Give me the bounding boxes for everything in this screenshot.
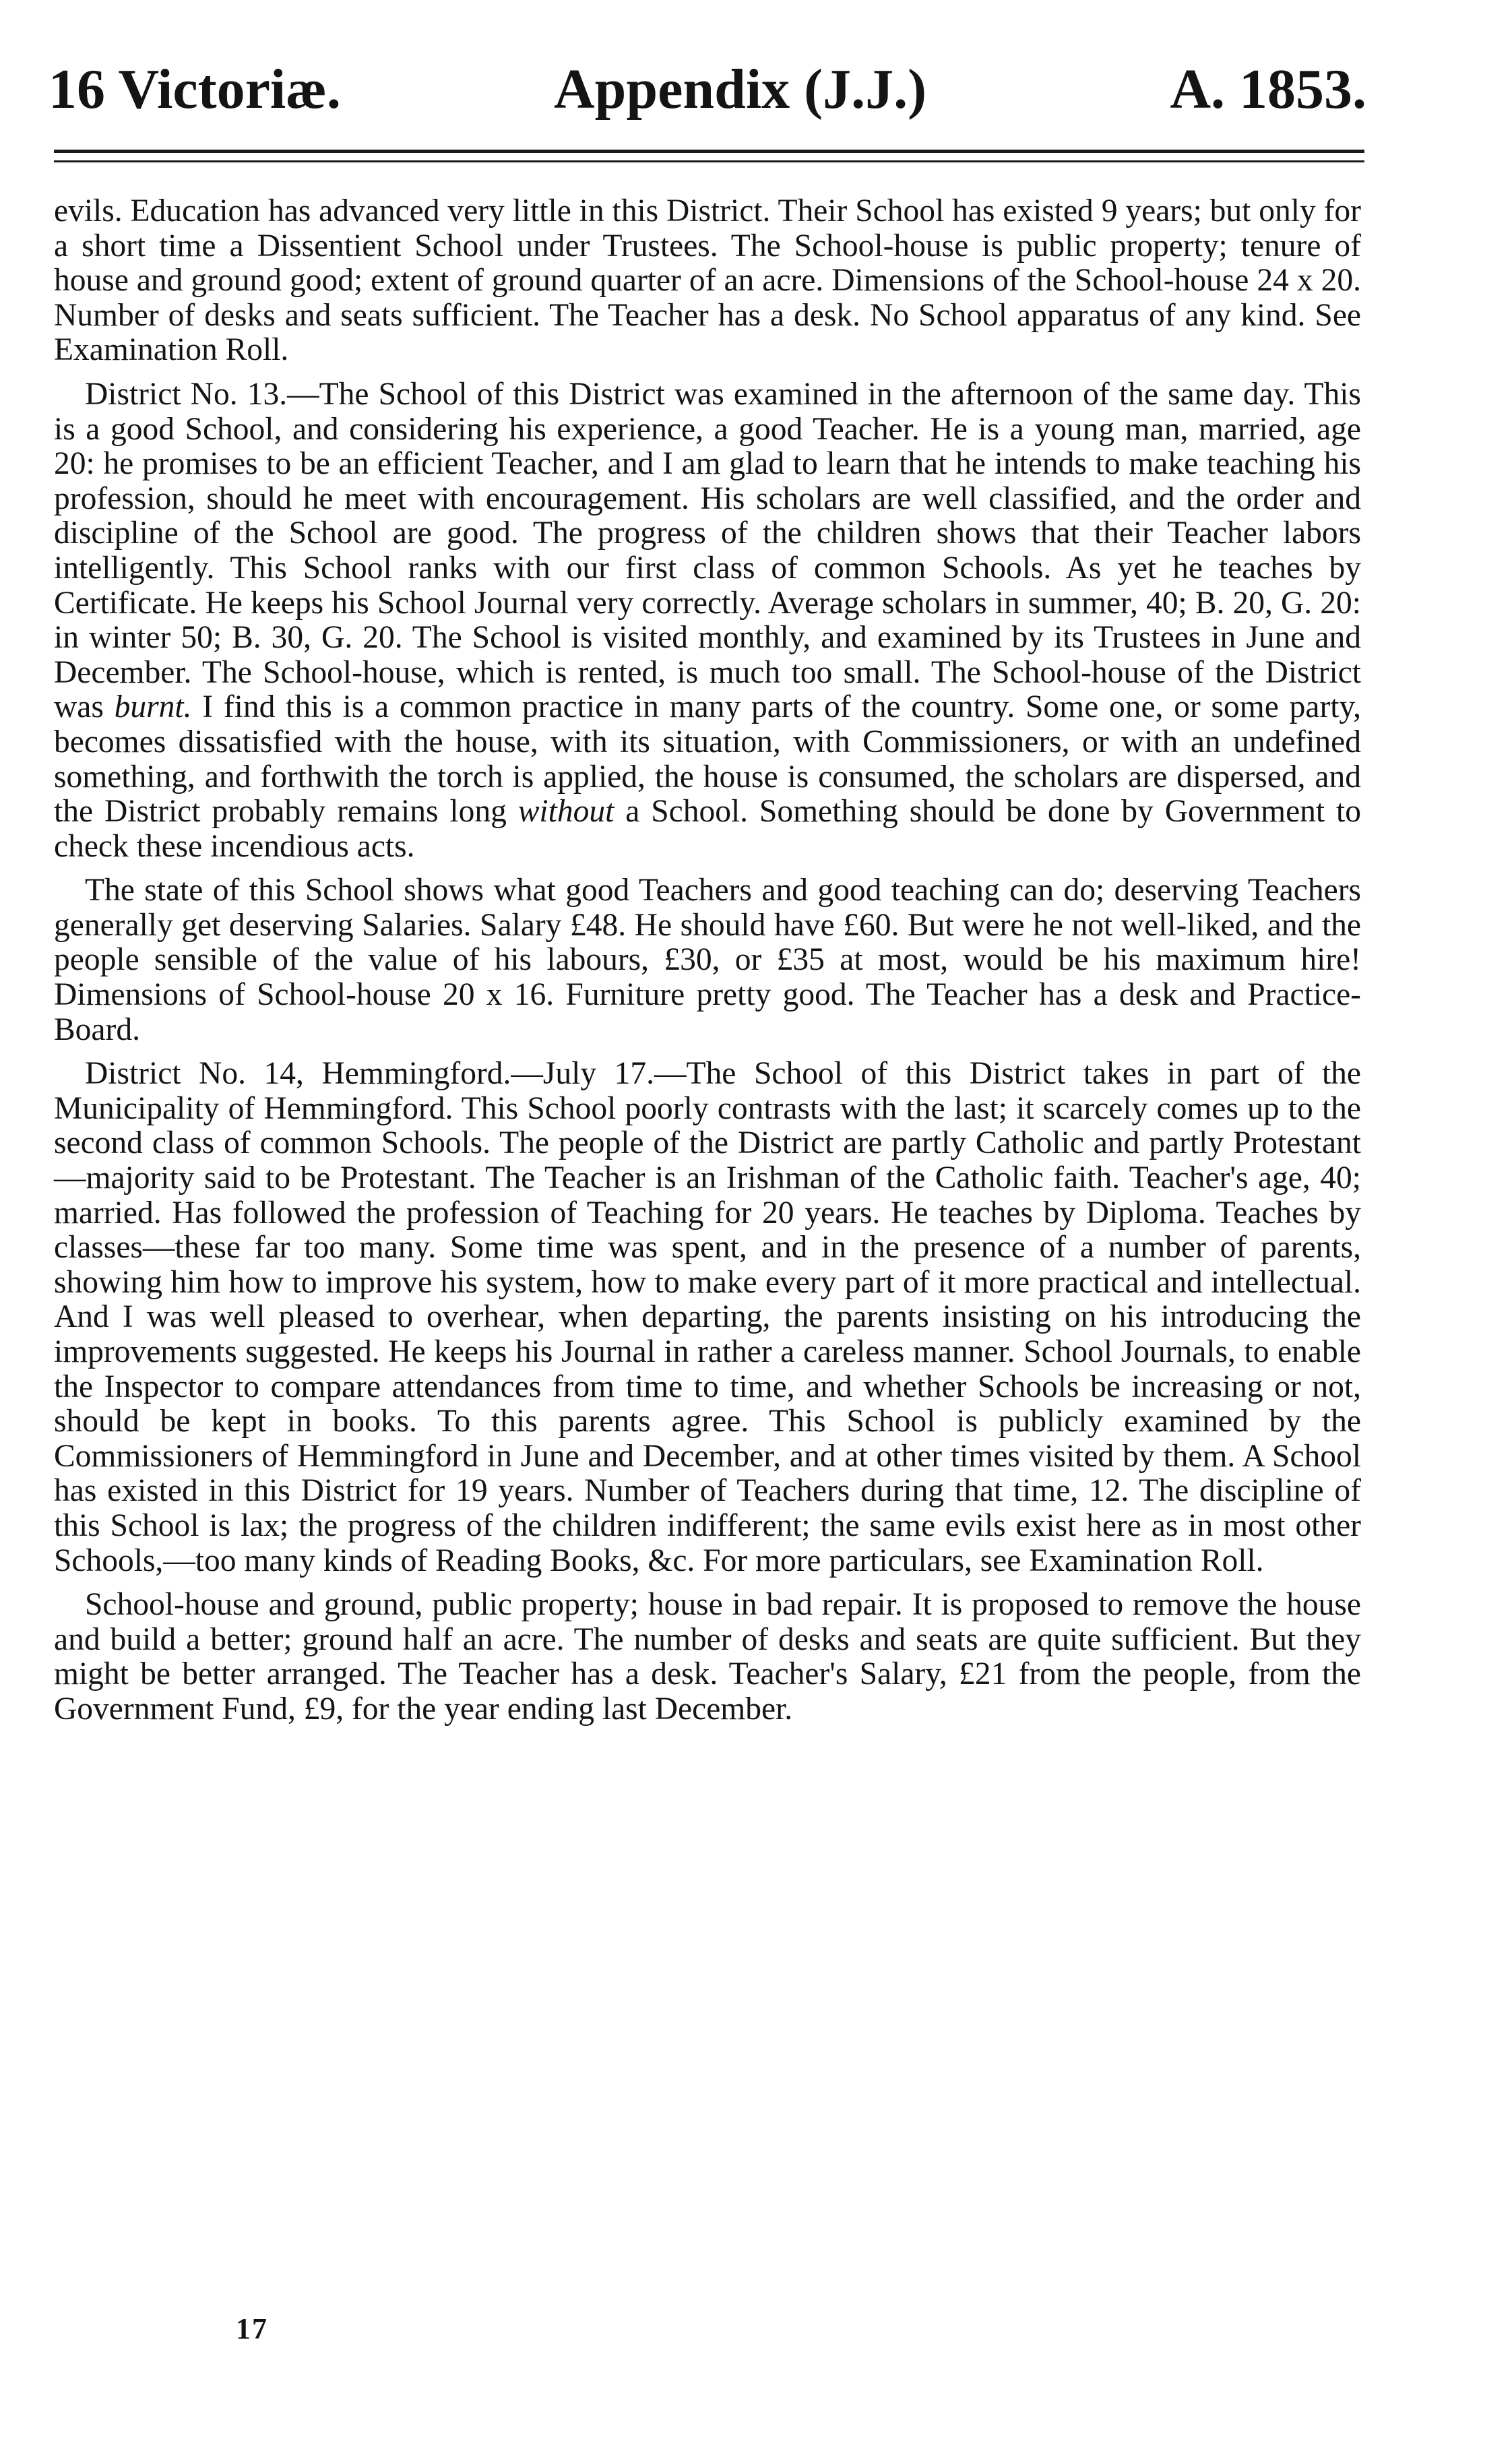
text-run: School-house and ground, public property; house in bad repair. It is proposed to remove the house and build a better; ground half an acre. The number of desks and seats are quite sufficient. But they might be better arranged. The Teacher has a desk. Teacher's Salary, £21 from the people, from the Government Fund, £9, for the year ending last December. (54, 1587, 1361, 1727)
italic-text: without (517, 794, 615, 830)
text-run: District No. 13.—The School of this District was examined in the afternoon of the same day. This is a good School, and considering his experience, a good Teacher. He is a young man, married, age 20: he promises to be an efficient Teacher, and I am glad to learn that he intends to make teaching his profession, should he meet with encouragement. His scholars are well classified, and the order and discipline of the School are good. The progress of the children shows that their Teacher labors intelligently. This School ranks with our first class of common Schools. As yet he teaches by Certificate. He keeps his School Journal very correctly. Average scholars in summer, 40; B. 20, G. 20: in winter 50; B. 30, G. 20. The School is visited monthly, and examined by its Trustees in June and December. The School-house, which is rented, is much too small. The School-house of the District was (54, 376, 1361, 725)
running-header (0, 53, 1512, 140)
header-rule-thin (54, 160, 1364, 162)
header-year: A. 1853. (1170, 58, 1366, 121)
text-run: I find this is a common practice in many parts of the country. Some one, or some party, becomes dissatisfied with the house, with its situation, with Commissioners, or with an undefined something, and forthwith the torch is applied, the house is consumed, the scholars are dispersed, and the District probably remains long (54, 689, 1361, 830)
header-rule-thick (54, 150, 1364, 153)
body-text (54, 194, 1361, 1727)
header-regnal-year: 16 Victoriæ. (49, 58, 341, 121)
paragraph (54, 377, 1361, 864)
text-run: a School. Something should be done by Government to check these incendious acts. (54, 794, 1361, 864)
header-appendix-title: Appendix (J.J.) (554, 58, 927, 121)
paragraph (54, 194, 1361, 368)
text-run: District No. 14, Hemmingford.—July 17.—The School of this District takes in part of the Municipality of Hemmingford. This School poorly contrasts with the last; it scarcely comes up to the second class of common Schools. The people of the District are partly Catholic and partly Protestant—majority said to be Protestant. The Teacher is an Irishman of the Catholic faith. Teacher's age, 40; married. Has followed the profession of Teaching for 20 years. He teaches by Diploma. Teaches by classes—these far too many. Some time was spent, and in the presence of a number of parents, showing him how to improve his system, how to make every part of it more practical and intellectual. And I was well pleased to overhear, when departing, the parents insisting on his introducing the improvements suggested. He keeps his Journal in rather a careless manner. School Journals, to enable the Inspector to compare attendances from time to time, and whether Schools be increasing or not, should be kept in books. To this parents agree. This School is publicly examined by the Commissioners of Hemmingford in June and December, and at other times visited by them. A School has existed in this District for 19 years. Number of Teachers during that time, 12. The discipline of this School is lax; the progress of the children indifferent; the same evils exist here as in most other Schools,—too many kinds of Reading Books, &c. For more particulars, see Examination Roll. (54, 1056, 1361, 1578)
italic-text: burnt. (114, 689, 192, 725)
paragraph (54, 1057, 1361, 1578)
paragraph (54, 873, 1361, 1047)
paragraph (54, 1588, 1361, 1727)
text-run: The state of this School shows what good Teachers and good teaching can do; deserving Teachers generally get deserving Salaries. Salary £48. He should have £60. But were he not well-liked, and the people sensible of the value of his labours, £30, or £35 at most, would be his maximum hire! Dimensions of School-house 20 x 16. Furniture pretty good. The Teacher has a desk and Practice-Board. (54, 873, 1361, 1047)
printer-signature-mark: 17 (236, 2312, 268, 2345)
text-run: evils. Education has advanced very little in this District. Their School has existed 9 years; but only for a short time a Dissentient School under Trustees. The School-house is public property; tenure of house and ground good; extent of ground quarter of an acre. Dimensions of the School-house 24 x 20. Number of desks and seats sufficient. The Teacher has a desk. No School apparatus of any kind. See Examination Roll. (54, 193, 1361, 368)
